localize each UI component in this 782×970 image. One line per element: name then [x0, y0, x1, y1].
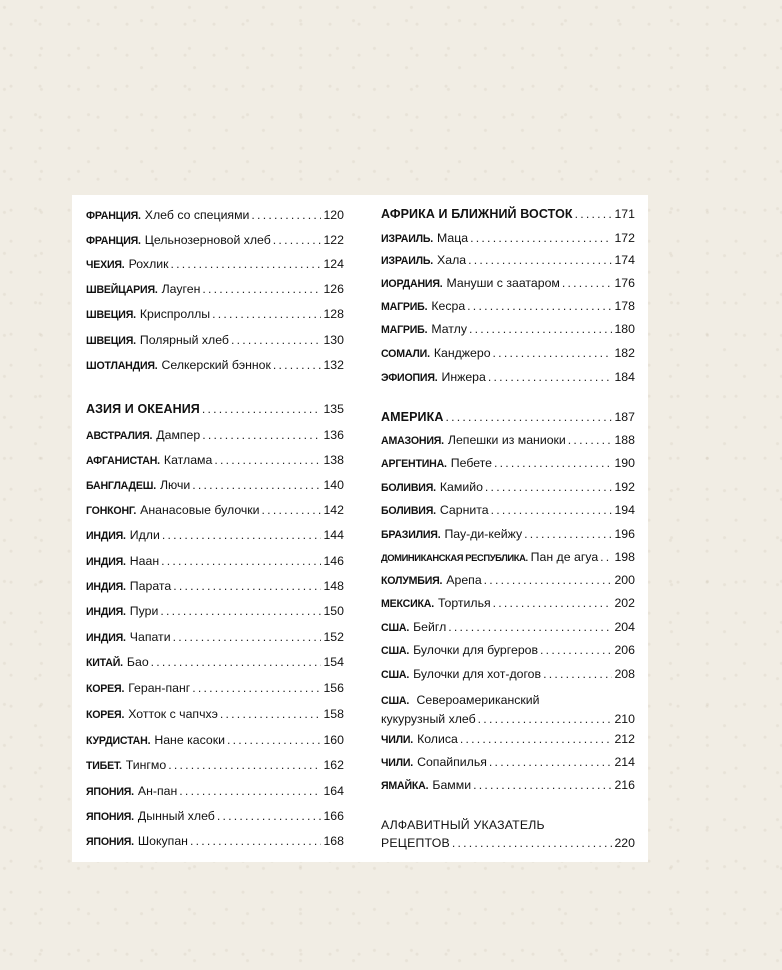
country-label: ЧЕХИЯ. [86, 259, 125, 271]
toc-entry[interactable] [381, 456, 635, 471]
toc-entry[interactable] [381, 596, 635, 611]
toc-entry[interactable] [381, 299, 635, 314]
page-number: 214 [614, 755, 635, 769]
recipe-title: Булочки для хот-догов [413, 667, 542, 681]
index-title-line1: АЛФАВИТНЫЙ УКАЗАТЕЛЬ [381, 818, 545, 832]
country-label: ИНДИЯ. [86, 530, 126, 542]
dot-leader [173, 630, 322, 645]
toc-entry[interactable] [381, 732, 635, 747]
page-number: 184 [614, 370, 635, 384]
country-label: МАГРИБ. [381, 324, 428, 336]
recipe-title: Тингмо [125, 758, 167, 772]
section-heading[interactable] [381, 207, 635, 222]
dot-leader [478, 710, 613, 728]
toc-entry[interactable] [381, 778, 635, 793]
dot-leader [202, 428, 321, 443]
toc-entry[interactable] [86, 630, 344, 645]
dot-leader [540, 643, 612, 658]
page-number: 162 [323, 758, 344, 772]
country-label: ФРАНЦИЯ. [86, 210, 141, 222]
section-title: АЗИЯ И ОКЕАНИЯ [86, 402, 200, 416]
page-number: 130 [323, 333, 344, 347]
recipe-title: Криспроллы [139, 307, 211, 321]
country-label: ШВЕЙЦАРИЯ. [86, 284, 158, 296]
page-number: 160 [323, 733, 344, 747]
page-number: 168 [323, 834, 344, 848]
dot-leader [493, 596, 613, 611]
page-number: 150 [323, 604, 344, 618]
recipe-title: Арепа [446, 573, 482, 587]
dot-leader [202, 402, 322, 417]
recipe-title: Хотток с чапчхэ [128, 707, 218, 721]
toc-entry[interactable] [86, 784, 344, 799]
section-title: АМЕРИКА [381, 410, 444, 424]
dot-leader [524, 527, 612, 542]
toc-entry[interactable] [86, 579, 344, 594]
dot-leader [460, 732, 613, 747]
dot-leader [273, 358, 322, 373]
toc-entry[interactable] [381, 370, 635, 385]
dot-leader [231, 333, 322, 348]
recipe-title: Чапати [129, 630, 171, 644]
country-label: БОЛИВИЯ. [381, 482, 436, 494]
dot-leader [262, 503, 322, 518]
toc-entry[interactable] [86, 453, 344, 468]
page-number: 152 [323, 630, 344, 644]
page-number: 172 [614, 231, 635, 245]
page-number: 128 [323, 307, 344, 321]
page-number: 140 [323, 478, 344, 492]
country-label: КОРЕЯ. [86, 683, 125, 695]
toc-entry[interactable] [381, 276, 635, 291]
recipe-title: Бао [126, 655, 149, 669]
toc-entry[interactable] [381, 480, 635, 495]
dot-leader [171, 257, 322, 272]
country-label: ТИБЕТ. [86, 760, 122, 772]
recipe-title: Нане касоки [154, 733, 225, 747]
country-label: БАНГЛАДЕШ. [86, 480, 156, 492]
recipe-title: Дынный хлеб [137, 809, 215, 823]
dot-leader [452, 834, 613, 852]
dot-leader [161, 554, 321, 569]
page-number: 122 [323, 233, 344, 247]
toc-entry[interactable] [86, 257, 344, 272]
toc-entry[interactable] [86, 809, 344, 824]
dot-leader [445, 410, 612, 425]
toc-entry[interactable] [381, 253, 635, 268]
page-number: 206 [614, 643, 635, 657]
country-label: ИНДИЯ. [86, 581, 126, 593]
page-number: 208 [614, 667, 635, 681]
country-label: ДОМИНИКАНСКАЯ РЕСПУБЛИКА. [381, 552, 528, 563]
toc-entry[interactable] [381, 643, 635, 658]
toc-entry[interactable] [381, 755, 635, 770]
page-number: 176 [614, 276, 635, 290]
page-number: 146 [323, 554, 344, 568]
index-entry[interactable] [381, 816, 635, 852]
recipe-title: Геран-панг [128, 681, 191, 695]
page-number: 156 [323, 681, 344, 695]
page-number: 188 [614, 433, 635, 447]
page-number: 136 [323, 428, 344, 442]
dot-leader [217, 809, 322, 824]
dot-leader [151, 655, 322, 670]
toc-entry-multiline[interactable] [381, 691, 635, 728]
toc-entry[interactable] [86, 655, 344, 670]
toc-entry[interactable] [86, 681, 344, 696]
dot-leader [251, 208, 321, 223]
dot-leader [179, 784, 321, 799]
recipe-title: Североамериканский [416, 693, 540, 707]
recipe-title: Маца [437, 231, 469, 245]
recipe-title: Камийо [439, 480, 483, 494]
recipe-title: Ан-пан [137, 784, 178, 798]
toc-entry[interactable] [381, 573, 635, 588]
toc-entry[interactable] [86, 528, 344, 543]
country-label: СОМАЛИ. [381, 348, 430, 360]
recipe-title: Кесра [431, 299, 466, 313]
toc-entry[interactable] [381, 231, 635, 246]
page-number: 182 [614, 346, 635, 360]
recipe-title: Идли [129, 528, 160, 542]
dot-leader [173, 579, 321, 594]
recipe-title: Катлама [163, 453, 213, 467]
section-title: АФРИКА И БЛИЖНИЙ ВОСТОК [381, 207, 573, 221]
country-label: КОЛУМБИЯ. [381, 575, 443, 587]
recipe-title: Парата [129, 579, 172, 593]
page-number: 204 [614, 620, 635, 634]
country-label: АВСТРАЛИЯ. [86, 430, 153, 442]
multiline-first-line [381, 691, 635, 710]
dot-leader [162, 528, 322, 543]
page-number: 148 [323, 579, 344, 593]
dot-leader [192, 478, 321, 493]
dot-leader [473, 778, 612, 793]
country-label: МАГРИБ. [381, 301, 428, 313]
toc-entry[interactable] [381, 503, 635, 518]
country-label: США. [381, 645, 410, 657]
country-label: АМАЗОНИЯ. [381, 435, 444, 447]
recipe-title-continued: кукурузный хлеб [381, 712, 476, 726]
country-label: ИЗРАИЛЬ. [381, 255, 434, 267]
page-number: 138 [323, 453, 344, 467]
toc-entry[interactable] [381, 620, 635, 635]
page-number: 212 [614, 732, 635, 746]
dot-leader [493, 346, 613, 361]
page-number: 158 [323, 707, 344, 721]
country-label: ЧИЛИ. [381, 757, 414, 769]
page-number: 174 [614, 253, 635, 267]
country-label: БРАЗИЛИЯ. [381, 529, 441, 541]
country-label: США. [381, 669, 410, 681]
dot-leader [600, 550, 612, 565]
page-number: 132 [323, 358, 344, 372]
dot-leader [212, 307, 321, 322]
toc-entry[interactable] [381, 346, 635, 361]
page-number: 200 [614, 573, 635, 587]
dot-leader [543, 667, 612, 682]
toc-entry[interactable] [86, 478, 344, 493]
country-label: ЭФИОПИЯ. [381, 372, 438, 384]
dot-leader [484, 573, 613, 588]
table-of-contents [72, 195, 648, 862]
recipe-title: Хала [437, 253, 467, 267]
page-number: 187 [614, 410, 635, 424]
recipe-title: Рохлик [128, 257, 169, 271]
recipe-title: Сарнита [439, 503, 489, 517]
page-number: 210 [614, 712, 635, 726]
toc-entry[interactable] [381, 322, 635, 337]
page-number: 198 [614, 550, 635, 564]
recipe-title: Инжера [441, 370, 486, 384]
page-number: 135 [323, 402, 344, 416]
country-label: ЧИЛИ. [381, 734, 414, 746]
recipe-title: Цельнозерновой хлеб [144, 233, 271, 247]
recipe-title: Наан [129, 554, 160, 568]
recipe-title: Бамми [432, 778, 472, 792]
recipe-title: Булочки для бургеров [413, 643, 539, 657]
dot-leader [448, 620, 612, 635]
page-number: 192 [614, 480, 635, 494]
toc-entry[interactable] [86, 834, 344, 849]
page-number: 220 [614, 836, 635, 850]
page-number: 196 [614, 527, 635, 541]
page-number: 126 [323, 282, 344, 296]
page-number: 120 [323, 208, 344, 222]
country-label: БОЛИВИЯ. [381, 505, 436, 517]
dot-leader [160, 604, 321, 619]
country-label: США. [381, 622, 410, 634]
toc-entry[interactable] [381, 433, 635, 448]
country-label: КОРЕЯ. [86, 709, 125, 721]
page-number: 216 [614, 778, 635, 792]
recipe-title: Тортилья [437, 596, 491, 610]
country-label: ИОРДАНИЯ. [381, 278, 443, 290]
toc-entry[interactable] [86, 333, 344, 348]
dot-leader [494, 456, 612, 471]
dot-leader [168, 758, 321, 773]
country-label: АРГЕНТИНА. [381, 458, 447, 470]
country-label: ФРАНЦИЯ. [86, 235, 141, 247]
page-number: 154 [323, 655, 344, 669]
toc-entry[interactable] [86, 358, 344, 373]
toc-entry[interactable] [86, 554, 344, 569]
dot-leader [485, 480, 613, 495]
page-number: 171 [614, 207, 635, 221]
dot-leader [192, 681, 321, 696]
recipe-title: Пау-ди-кейжу [444, 527, 523, 541]
country-label: ИЗРАИЛЬ. [381, 233, 434, 245]
dot-leader [575, 207, 613, 222]
index-title-line2-row [381, 834, 635, 852]
toc-entry[interactable] [86, 733, 344, 748]
country-label: КИТАЙ. [86, 657, 123, 669]
index-title-line2: РЕЦЕПТОВ [381, 836, 450, 850]
page-number: 194 [614, 503, 635, 517]
country-label: ГОНКОНГ. [86, 505, 137, 517]
dot-leader [568, 433, 613, 448]
recipe-title: Мануши с заатаром [446, 276, 560, 290]
recipe-title: Матлу [431, 322, 467, 336]
dot-leader [467, 299, 612, 314]
recipe-title: Лючи [159, 478, 191, 492]
toc-entry[interactable] [381, 527, 635, 542]
dot-leader [488, 370, 613, 385]
dot-leader [220, 707, 322, 722]
dot-leader [489, 755, 613, 770]
recipe-title: Канджеро [433, 346, 491, 360]
recipe-title: Селкерский бэннок [161, 358, 271, 372]
country-label: ЯПОНИЯ. [86, 811, 134, 823]
dot-leader [202, 282, 321, 297]
recipe-title: Лауген [161, 282, 201, 296]
recipe-title: Лепешки из маниоки [447, 433, 566, 447]
country-label: ШВЕЦИЯ. [86, 309, 136, 321]
section-heading[interactable] [381, 410, 635, 425]
page-number: 142 [323, 503, 344, 517]
toc-entry[interactable] [86, 758, 344, 773]
country-label: ШОТЛАНДИЯ. [86, 360, 158, 372]
dot-leader [273, 233, 322, 248]
recipe-title: Бейгл [413, 620, 447, 634]
country-label: ШВЕЦИЯ. [86, 335, 136, 347]
country-label: МЕКСИКА. [381, 598, 434, 610]
dot-leader [470, 231, 612, 246]
multiline-second-line [381, 710, 635, 728]
country-label: ЯПОНИЯ. [86, 836, 134, 848]
page-number: 144 [323, 528, 344, 542]
toc-entry[interactable] [86, 208, 344, 223]
toc-entry[interactable] [381, 667, 635, 682]
recipe-title: Сопайпилья [417, 755, 487, 769]
page-number: 190 [614, 456, 635, 470]
country-label: КУРДИСТАН. [86, 735, 151, 747]
recipe-title: Пан де агуа [530, 550, 599, 564]
country-label: АФГАНИСТАН. [86, 455, 160, 467]
country-label: ЯПОНИЯ. [86, 786, 134, 798]
toc-entry[interactable] [86, 707, 344, 722]
dot-leader [468, 253, 612, 268]
dot-leader [491, 503, 613, 518]
country-label: США. [381, 695, 410, 707]
toc-entry[interactable] [86, 307, 344, 322]
toc-entry[interactable] [381, 550, 635, 565]
recipe-title: Полярный хлеб [139, 333, 229, 347]
recipe-title: Хлеб со специями [144, 208, 250, 222]
page-number: 202 [614, 596, 635, 610]
dot-leader [562, 276, 613, 291]
toc-entry[interactable] [86, 503, 344, 518]
country-label: ЯМАЙКА. [381, 780, 429, 792]
toc-entry[interactable] [86, 428, 344, 443]
page-number: 164 [323, 784, 344, 798]
section-heading[interactable] [86, 402, 344, 417]
page-number: 178 [614, 299, 635, 313]
dot-leader [469, 322, 613, 337]
toc-entry[interactable] [86, 282, 344, 297]
recipe-title: Ананасовые булочки [140, 503, 260, 517]
country-label: ИНДИЯ. [86, 606, 126, 618]
dot-leader [190, 834, 321, 849]
toc-entry[interactable] [86, 604, 344, 619]
country-label: ИНДИЯ. [86, 632, 126, 644]
toc-entry[interactable] [86, 233, 344, 248]
country-label: ИНДИЯ. [86, 556, 126, 568]
recipe-title: Пебете [450, 456, 492, 470]
recipe-title: Пури [129, 604, 159, 618]
page-number: 166 [323, 809, 344, 823]
recipe-title: Дампер [156, 428, 201, 442]
page-number: 124 [323, 257, 344, 271]
recipe-title: Шокупан [137, 834, 188, 848]
recipe-title: Колиса [417, 732, 458, 746]
dot-leader [227, 733, 322, 748]
dot-leader [214, 453, 321, 468]
page-number: 180 [614, 322, 635, 336]
